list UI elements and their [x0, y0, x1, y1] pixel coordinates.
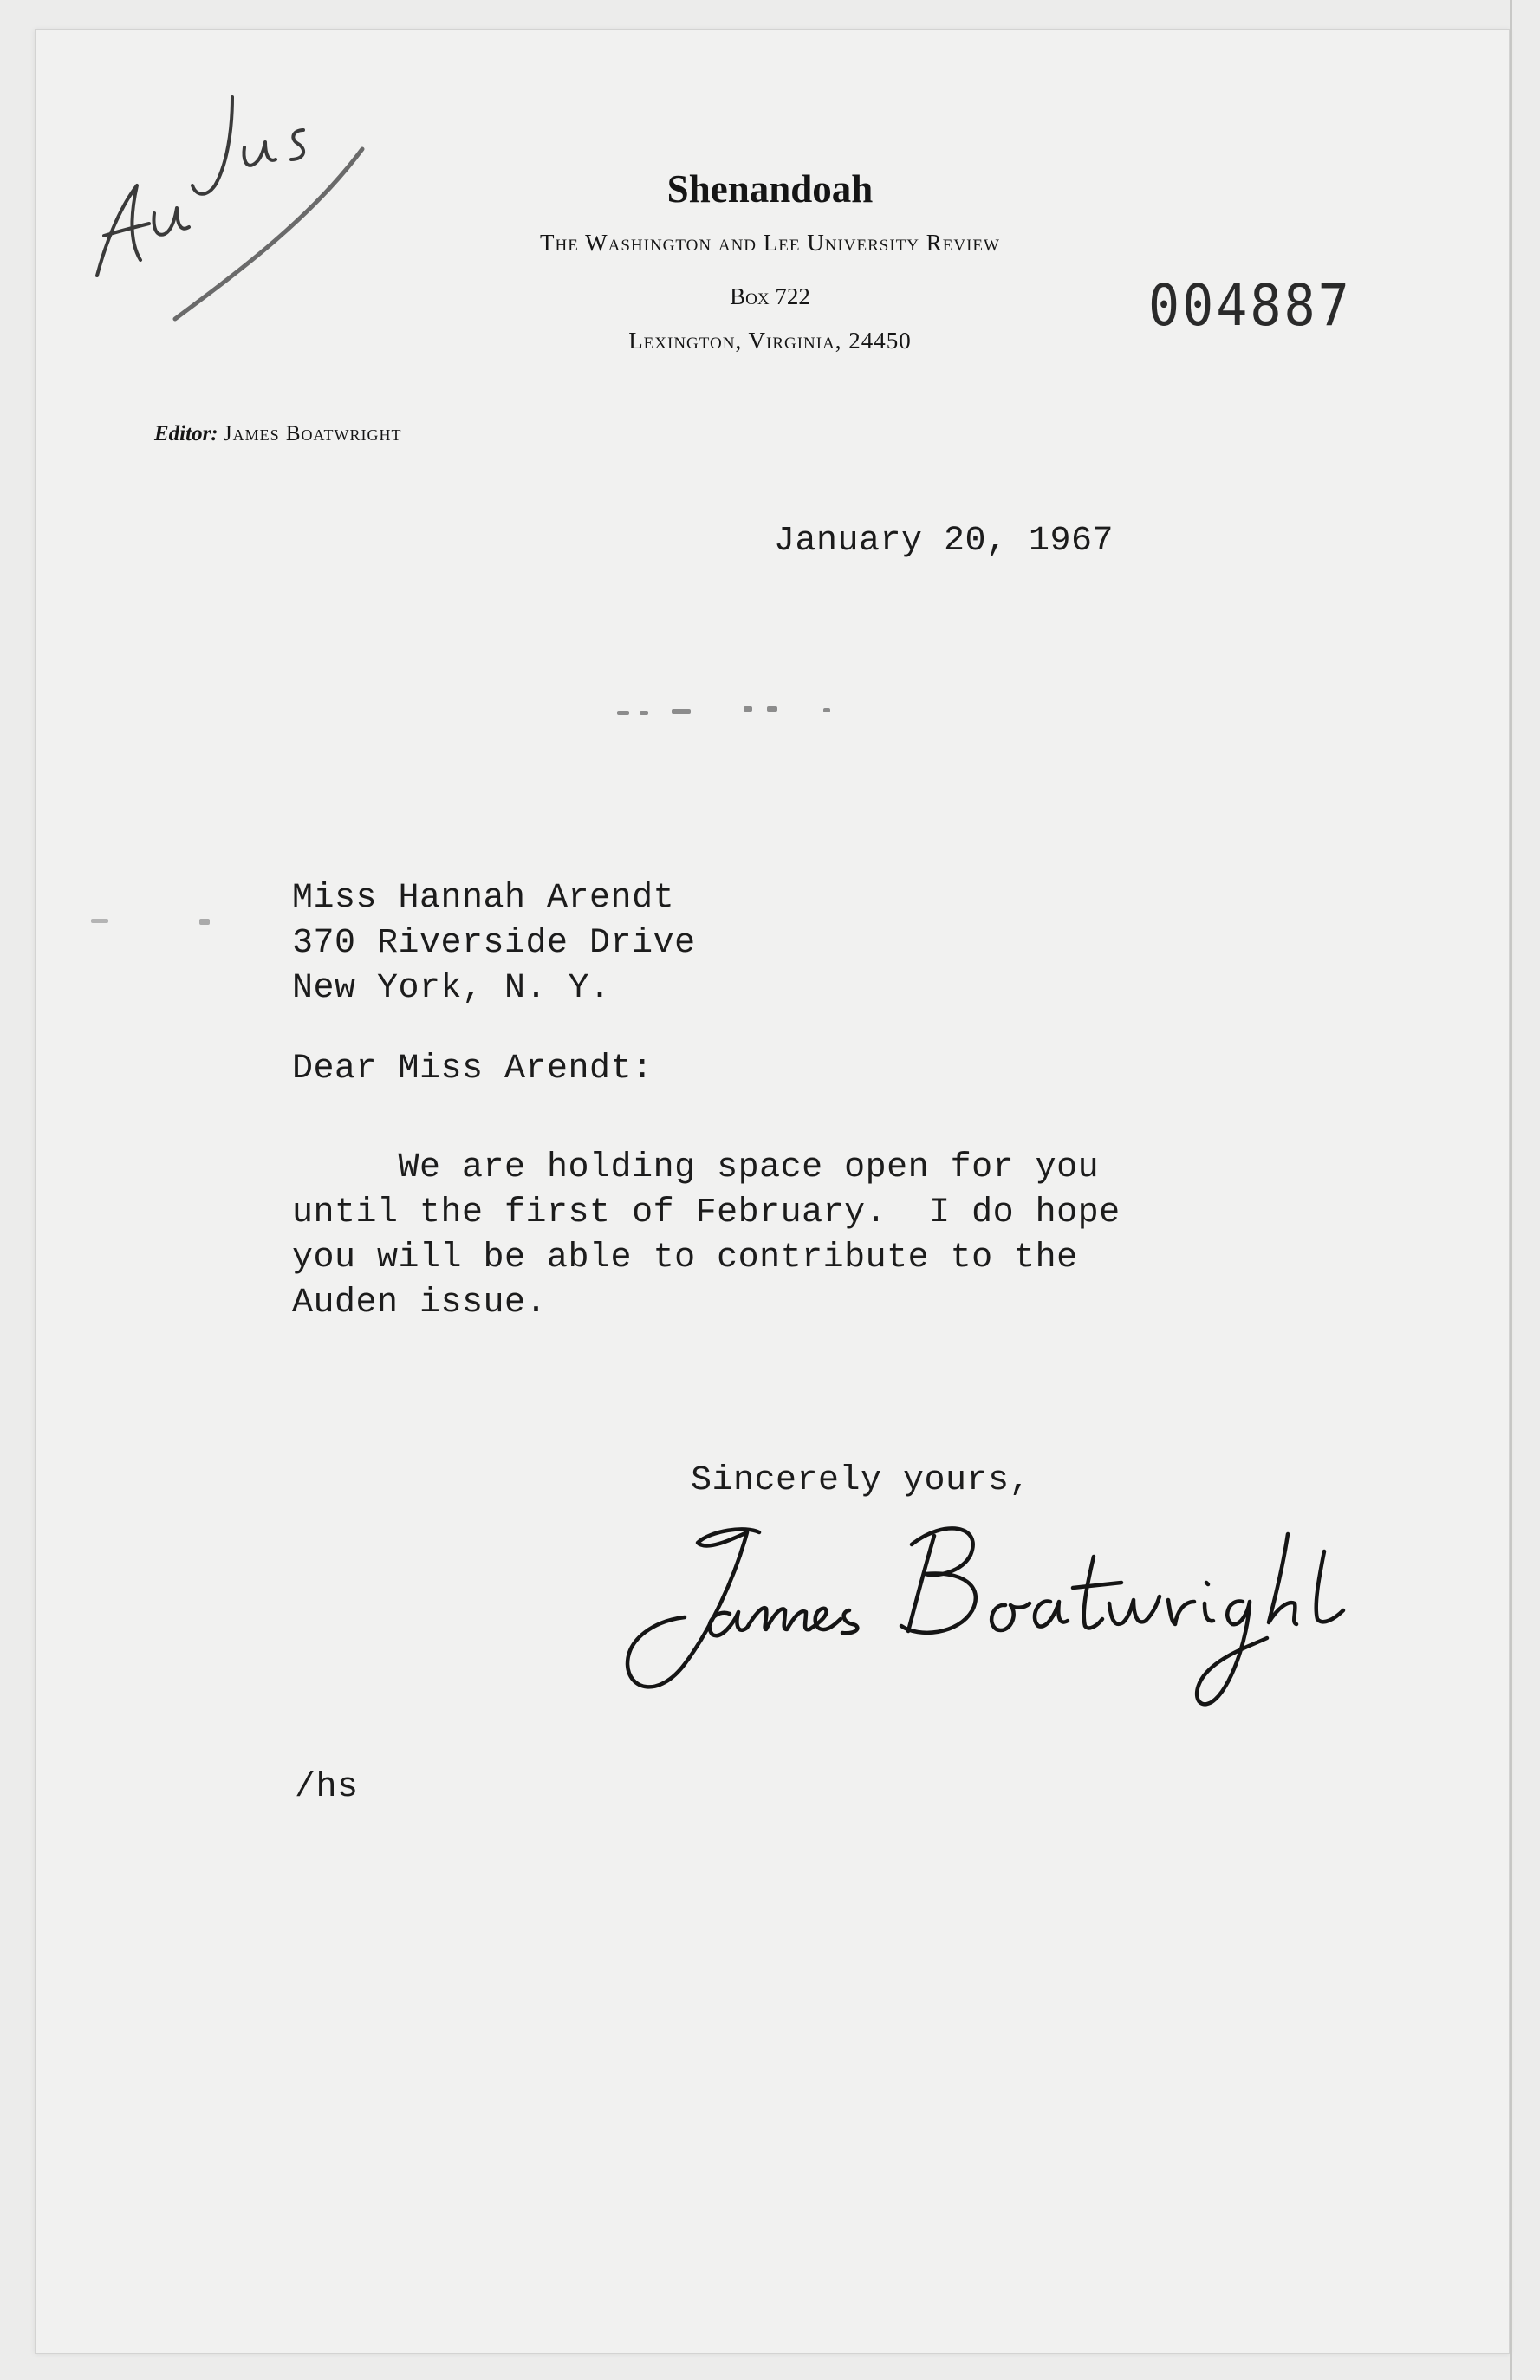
recipient-city: New York, N. Y. [292, 969, 611, 1008]
letterhead-subtitle: The Washington and Lee University Review [540, 230, 1000, 256]
recipient-street: 370 Riverside Drive [292, 924, 696, 963]
body-line: Auden issue. [292, 1284, 548, 1323]
body-line: We are holding space open for you [292, 1148, 1100, 1187]
body-line: until the first of February. I do hope [292, 1193, 1121, 1232]
letterhead-city: Lexington, Virginia, 24450 [628, 328, 912, 354]
letterhead-title: Shenandoah [666, 167, 874, 211]
editor-name: James Boatwright [223, 422, 402, 445]
editor-label: Editor: [154, 422, 218, 445]
recipient-name: Miss Hannah Arendt [292, 879, 675, 918]
closing: Sincerely yours, [691, 1461, 1031, 1500]
typist-initials: /hs [295, 1768, 359, 1807]
letterhead-box: Box 722 [730, 283, 810, 309]
archive-stamp-number: 004887 [1148, 272, 1352, 340]
letter-date: January 20, 1967 [774, 522, 1114, 561]
salutation: Dear Miss Arendt: [292, 1050, 653, 1089]
body-line: you will be able to contribute to the [292, 1239, 1078, 1278]
